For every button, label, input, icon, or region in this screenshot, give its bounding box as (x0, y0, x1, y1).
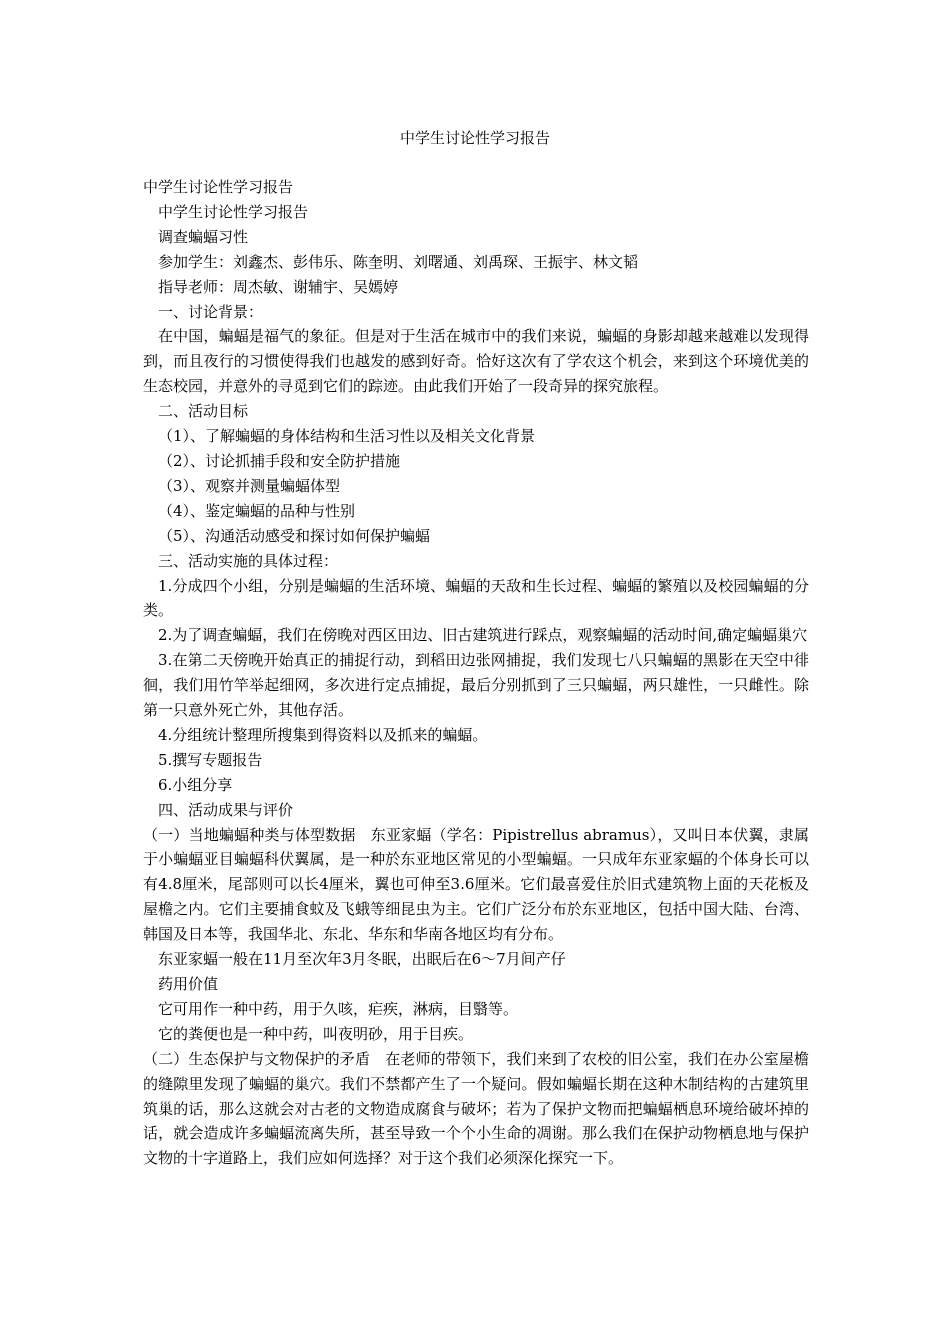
list-item-goal-5: （5）、沟通活动感受和探讨如何保护蝙蝠 (158, 526, 431, 545)
list-item-step-5: 5.撰写专题报告 (158, 750, 263, 769)
paragraph-species-data: （一）当地蝙蝠种类与体型数据 东亚家蝠（学名：Pipistrellus abramus），又叫日本伏翼，隶属于小蝙蝠亚目蝙蝠科伏翼属，是一种於东亚地区常见的小型蝙蝠。一只成年东亚家蝠的个体身长可以有4.8厘米，尾部则可以长4厘米，翼也可伸至3.6厘米。它们最喜爱住於旧式建筑物上面的天花板及屋檐之内。它们主要捕食蚊及飞蛾等细昆虫为主。它们广泛分布於东亚地区，包括中国大陆、台湾、韩国及日本等，我国华北、东北、华东和华南各地区均有分布。 (143, 825, 809, 944)
paragraph-medicinal-heading: 药用价值 (158, 975, 219, 993)
document-body (143, 175, 809, 1171)
list-item-step-3: 3.在第二天傍晚开始真正的捕捉行动，到稻田边张网捕捉，我们发现七八只蝙蝠的黑影在天空中徘徊，我们用竹竿举起细网，多次进行定点捕捉，最后分别抓到了三只蝙蝠，两只雄性，一只雌性。除第一只意外死亡外，其他存活。 (143, 651, 809, 720)
paragraph-medicinal-use: 它可用作一种中药，用于久咳，疟疾，淋病，目翳等。 (158, 999, 519, 1018)
list-item-goal-2: （2）、讨论抓捕手段和安全防护措施 (158, 451, 401, 470)
list-item-step-2: 2.为了调查蝙蝠，我们在傍晚对西区田边、旧古建筑进行踩点，观察蝙蝠的活动时间,确定蝙蝠巢穴 (158, 626, 808, 645)
section-heading-background: 一、讨论背景： (158, 302, 264, 321)
paragraph-background: 在中国，蝙蝠是福气的象征。但是对于生活在城市中的我们来说，蝙蝠的身影却越来越难以发现得到，而且夜行的习惯使得我们也越发的感到好奇。恰好这次有了学农这个机会，来到这个环境优美的生态校园，并意外的寻觅到它们的踪迹。由此我们开始了一段奇异的探究旅程。 (143, 327, 809, 396)
paragraph-topic: 调查蝙蝠习性 (158, 227, 249, 246)
document-title: 中学生讨论性学习报告 (399, 129, 550, 147)
paragraph-heading-repeat: 中学生讨论性学习报告 (143, 178, 294, 196)
paragraph-students: 参加学生：刘鑫杰、彭伟乐、陈奎明、刘曙通、刘禹琛、王振宇、林文韬 (158, 252, 639, 271)
paragraph-teachers: 指导老师：周杰敏、谢辅宇、吴嫣婷 (158, 277, 399, 296)
list-item-goal-3: （3）、观察并测量蝙蝠体型 (158, 476, 341, 495)
section-heading-process: 三、活动实施的具体过程： (158, 551, 339, 570)
list-item-step-4: 4.分组统计整理所搜集到得资料以及抓来的蝙蝠。 (158, 725, 488, 744)
list-item-goal-1: （1）、了解蝙蝠的身体结构和生活习性以及相关文化背景 (158, 427, 536, 446)
section-heading-results: 四、活动成果与评价 (158, 800, 294, 819)
section-heading-goals: 二、活动目标 (158, 402, 249, 421)
list-item-step-1: 1.分成四个小组，分别是蝙蝠的生活环境、蝙蝠的天敌和生长过程、蝙蝠的繁殖以及校园蝙蝠的分类。 (143, 576, 809, 620)
paragraph-conservation-conflict: （二）生态保护与文物保护的矛盾 在老师的带领下，我们来到了农校的旧公室，我们在办公室屋檐的缝隙里发现了蝙蝠的巢穴。我们不禁都产生了一个疑问。假如蝙蝠长期在这种木制结构的古建筑里筑巢的话，那么这就会对古老的文物造成腐食与破坏；若为了保护文物而把蝙蝠栖息环境给破坏掉的话，就会造成许多蝙蝠流离失所，甚至导致一个个小生命的凋谢。那么我们在保护动物栖息地与保护文物的十字道路上，我们应如何选择？对于这个我们必须深化探究一下。 (143, 1049, 809, 1168)
paragraph-hibernation: 东亚家蝠一般在11月至次年3月冬眠，出眠后在6～7月间产仔 (158, 950, 566, 969)
list-item-goal-4: （4）、鉴定蝙蝠的品种与性别 (158, 501, 356, 520)
paragraph-medicinal-droppings: 它的粪便也是一种中药，叫夜明砂，用于目疾。 (158, 1024, 474, 1043)
paragraph-subtitle: 中学生讨论性学习报告 (158, 202, 309, 221)
list-item-step-6: 6.小组分享 (158, 775, 233, 794)
